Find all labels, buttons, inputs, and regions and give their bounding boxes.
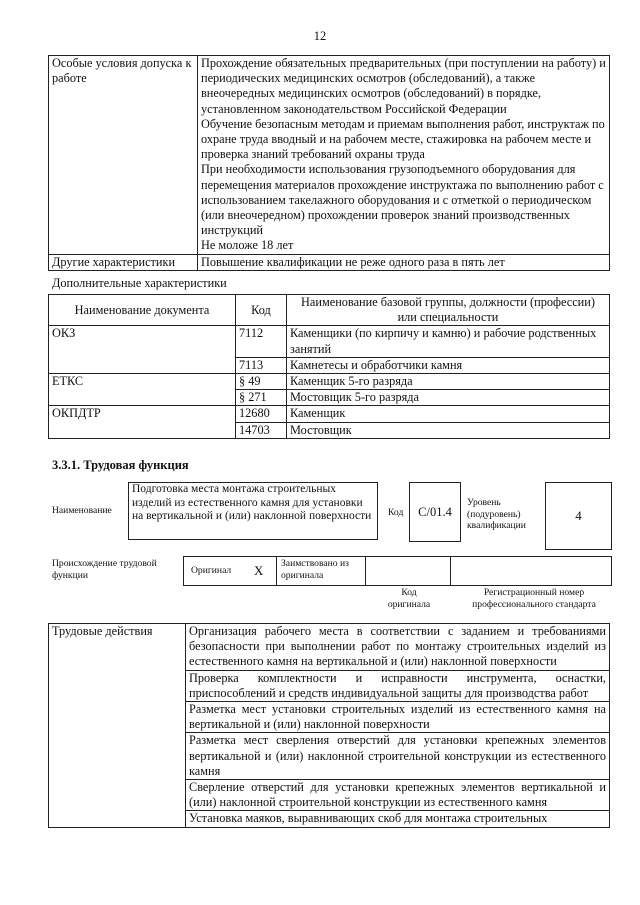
other-value: Повышение квалификации не реже одного раза в пять лет [198, 254, 610, 270]
origin-divider [276, 556, 277, 586]
additional-heading: Дополнительные характеристики [52, 276, 227, 290]
row-label-special-conditions: Особые условия допуска к работе [49, 56, 198, 255]
table-header-row [49, 295, 610, 326]
cell-doc: ЕТКС [49, 374, 236, 406]
header-code: Код [236, 295, 287, 326]
table-row [49, 56, 610, 255]
header-name: Наименование базовой группы, должности (профессии) или специальности [287, 295, 610, 326]
section-title: 3.3.1. Трудовая функция [52, 458, 189, 472]
cell-code: 7113 [236, 357, 287, 373]
additional-table [48, 294, 610, 439]
action-item: Сверление отверстий для установки крепежных элементов вертикальной и (или) наклонной строительной конструкции из естественного камня [186, 780, 610, 811]
origin-box [183, 556, 612, 586]
special-conditions-value [198, 56, 610, 255]
function-name-value: Подготовка места монтажа строительных изделий из естественного камня для установки на вертикальной и (или) наклонной поверхности [132, 483, 372, 523]
cell-name: Мостовщик [287, 422, 610, 438]
name-label: Наименование [52, 505, 112, 516]
action-item: Разметка мест сверления отверстий для установки крепежных элементов вертикальной и (или) наклонной строительной конструкции из естественного камня [186, 733, 610, 780]
paragraph: Не моложе 18 лет [201, 238, 294, 253]
level-label: Уровень (подуровень) квалификации [467, 497, 526, 531]
origin-label: Происхождение трудовой функции [52, 558, 157, 581]
conditions-table [48, 55, 610, 271]
row-label-other: Другие характеристики [49, 254, 198, 270]
cell-code: 14703 [236, 422, 287, 438]
cell-code: § 271 [236, 390, 287, 406]
cell-code: 12680 [236, 406, 287, 422]
labor-actions-table [48, 623, 610, 828]
cell-code: § 49 [236, 374, 287, 390]
cell-name: Мостовщик 5-го разряда [287, 390, 610, 406]
cell-code: 7112 [236, 326, 287, 357]
paragraph: При необходимости использования грузоподъемного оборудования для перемещения материалов прохождение инструктажа по выполнению работ с использованием такелажного оборудования и с отметкой о периодическом (или внеочередном) прохождении проверок знаний производственных инструкций [201, 162, 604, 238]
reg-number-caption: Регистрационный номер профессионального стандарта [472, 587, 596, 610]
cell-name: Каменщик [287, 406, 610, 422]
table-row [49, 406, 610, 422]
borrowed-label: Заимствовано из оригинала [281, 558, 349, 581]
cell-name: Каменщики (по кирпичу и камню) и рабочие родственных занятий [287, 326, 610, 357]
level-value: 4 [575, 508, 582, 523]
code-value: C/01.4 [418, 504, 452, 519]
code-label: Код [388, 507, 404, 518]
action-item: Проверка комплектности и исправности инструмента, оснастки, приспособлений и средств индивидуальной защиты для производства работ [186, 670, 610, 701]
action-item: Разметка мест установки строительных изделий из естественного камня на вертикальной и (или) наклонной поверхности [186, 702, 610, 733]
table-row [49, 254, 610, 270]
cell-name: Каменщик 5-го разряда [287, 374, 610, 390]
function-name-box [128, 482, 378, 540]
cell-doc: ОКПДТР [49, 406, 236, 438]
cell-doc: ОКЗ [49, 326, 236, 374]
original-label: Оригинал [191, 565, 232, 576]
original-mark: X [254, 563, 264, 578]
page-number: 12 [313, 29, 327, 43]
action-item: Организация рабочего места в соответствии с заданием и требованиями безопасности при выполнении работ по монтажу строительных изделий из естественного камня на вертикальной и (или) наклонной поверхности [186, 624, 610, 671]
origin-divider [365, 556, 366, 586]
table-row [49, 326, 610, 357]
action-item: Установка маяков, выравнивающих скоб для монтажа строительных [186, 811, 610, 827]
code-original-caption: Код оригинала [387, 587, 431, 610]
table-row [49, 374, 610, 390]
paragraph: Обучение безопасным методам и приемам выполнения работ, инструктаж по охране труда вводный и на рабочем месте, стажировка на рабочем месте и проверка знаний требований охраны труда [201, 116, 605, 162]
table-row [49, 624, 610, 671]
level-box [545, 482, 612, 550]
cell-name: Камнетесы и обработчики камня [287, 357, 610, 373]
actions-label: Трудовые действия [49, 624, 186, 828]
paragraph: Прохождение обязательных предварительных (при поступлении на работу) и периодических медицинских осмотров (обследований), а также внеочередных медицинских осмотров (обследований) в порядке, установленном законодательством Российской Федерации [201, 56, 606, 116]
origin-divider [450, 556, 451, 586]
header-doc: Наименование документа [49, 295, 236, 326]
code-box [409, 482, 461, 542]
